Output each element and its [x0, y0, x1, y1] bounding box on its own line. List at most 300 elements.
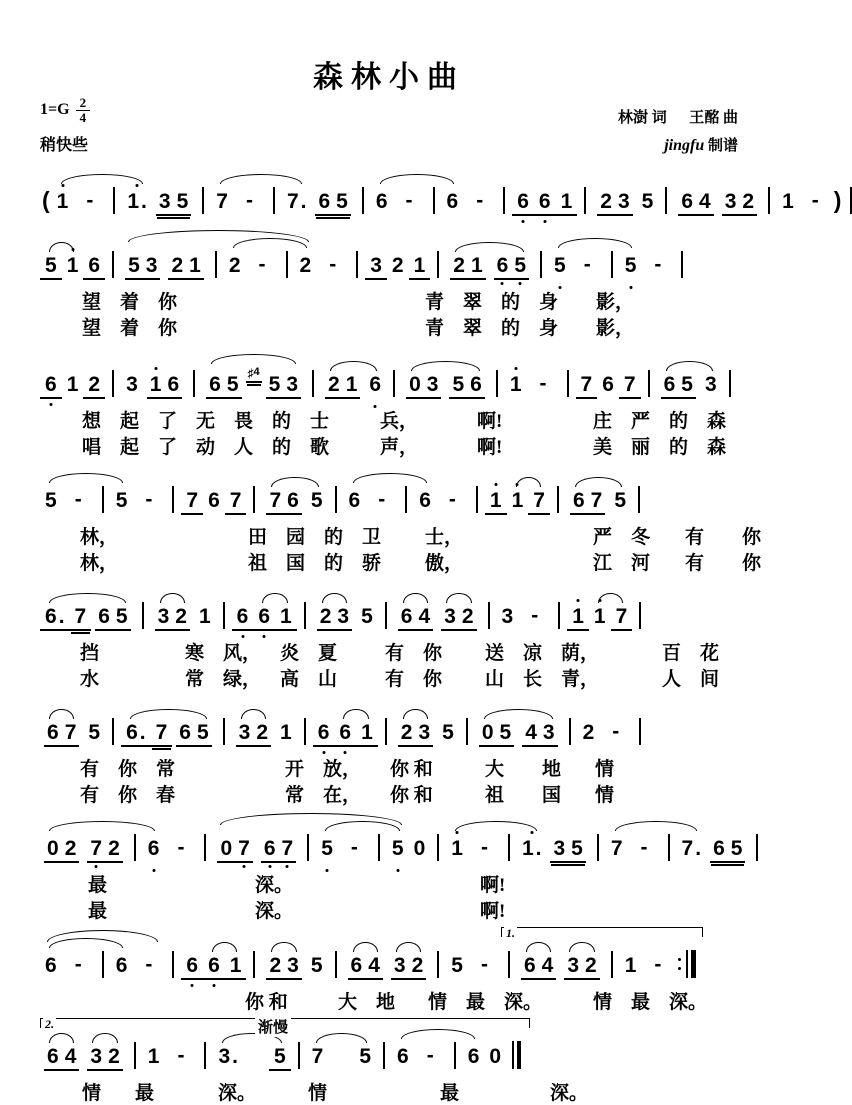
lyric-row	[40, 987, 778, 1013]
note: 7	[311, 1045, 324, 1068]
note: 6	[470, 373, 482, 396]
note: 6	[318, 190, 331, 213]
lyric-text: 啊!	[480, 901, 506, 922]
rest-note: 0	[413, 837, 426, 860]
note: 4	[368, 954, 380, 977]
note: 3	[426, 373, 439, 396]
note: 7	[225, 490, 247, 515]
barline	[665, 187, 667, 214]
note: 2	[64, 837, 77, 860]
note: 6.	[40, 606, 70, 631]
barline	[639, 718, 641, 745]
beam-group	[449, 374, 484, 399]
beam-group	[266, 490, 301, 515]
slur-group	[606, 834, 706, 863]
note: 6	[375, 190, 388, 213]
note: 6.	[121, 722, 151, 747]
octave-dot-high	[61, 184, 64, 187]
beam-group	[550, 838, 585, 863]
beam-group	[398, 606, 433, 631]
lyricist-credit: 林澍 词	[617, 110, 667, 126]
rest-note: 0	[489, 1045, 502, 1068]
beam-group	[722, 191, 757, 216]
barline	[611, 951, 613, 978]
lyric-text: 情	[82, 1083, 102, 1104]
note: 6	[681, 190, 694, 213]
dash-note: -	[258, 253, 266, 276]
dash-note: -	[480, 836, 488, 859]
dash-note: -	[448, 488, 456, 511]
system	[0, 343, 778, 458]
note: 3	[145, 254, 158, 277]
note: 6	[602, 373, 614, 396]
beam-group	[521, 955, 556, 980]
barline	[569, 718, 571, 745]
lyric-text: 你 和	[245, 992, 288, 1013]
slur-group	[40, 486, 132, 515]
barline	[729, 370, 731, 397]
octave-dot-high	[577, 599, 580, 602]
beam-group	[266, 955, 301, 980]
note: 7	[611, 606, 633, 631]
lyric-text: 情	[595, 759, 615, 780]
system	[0, 810, 778, 922]
slur-group	[371, 187, 463, 216]
note: 2	[83, 374, 105, 399]
beam-group	[147, 374, 182, 399]
slur-group	[40, 722, 83, 747]
barline	[134, 1042, 136, 1069]
note: 5	[361, 605, 373, 628]
octave-dot-low	[286, 865, 289, 868]
note: 5	[620, 255, 642, 280]
volta-label: 1.	[505, 926, 515, 940]
dash-note: -	[177, 1044, 185, 1067]
note: 2	[171, 254, 184, 277]
octave-dot-high	[154, 367, 157, 370]
note: 5	[387, 838, 409, 863]
barline	[304, 718, 306, 745]
slur-group	[334, 722, 377, 747]
slur-group	[40, 255, 83, 280]
lyric-text: 最	[135, 1083, 155, 1104]
note: 1	[505, 374, 527, 399]
lyric-text: 青 翠 的 身	[425, 292, 559, 313]
barline	[253, 486, 255, 513]
thick-bar	[517, 1041, 521, 1069]
dash-note: -	[86, 189, 94, 212]
note: 5	[269, 1046, 291, 1071]
lyric-text: 最	[88, 875, 108, 896]
lyric-text: 水	[80, 669, 100, 690]
lyric-text: 田 园 的 卫	[248, 527, 382, 548]
barline	[584, 187, 586, 214]
augmentation-dot: .	[139, 721, 146, 744]
slur-group	[213, 834, 408, 863]
note: 4	[525, 721, 537, 744]
note: 1	[782, 190, 794, 213]
note: 3	[365, 255, 387, 280]
slur-group	[387, 955, 430, 980]
note: 6	[208, 489, 220, 512]
note: 7	[181, 490, 203, 515]
note: 6	[663, 373, 676, 396]
slur-group	[307, 1046, 376, 1071]
note: 5	[115, 605, 128, 628]
beam-group	[44, 838, 79, 863]
lyric-text: 庄 严 的 森	[593, 411, 727, 432]
note: 7.	[286, 190, 307, 213]
barline	[437, 251, 439, 278]
dash-note: -	[539, 372, 547, 395]
slur-group	[40, 951, 132, 980]
octave-dot-high	[598, 599, 601, 602]
note-line	[40, 163, 842, 223]
lyric-text: 挡	[80, 643, 100, 664]
barline	[385, 718, 387, 745]
volta-label: 2.	[45, 1017, 54, 1031]
note: 5	[176, 190, 189, 213]
barline	[454, 1042, 456, 1069]
beam-group	[176, 722, 211, 747]
note: 2	[391, 254, 404, 277]
note: 5	[226, 373, 239, 396]
dash-note: -	[654, 253, 662, 276]
barline	[335, 951, 337, 978]
augmentation-dot: .	[695, 837, 702, 860]
octave-dot-low	[501, 282, 504, 285]
barline	[639, 602, 641, 629]
dash-note: -	[74, 488, 82, 511]
lyric-text: 有 你	[685, 527, 762, 548]
lyric-text: 有 你 春	[80, 785, 176, 806]
note-line	[40, 926, 778, 987]
barline	[496, 370, 498, 397]
augmentation-dot: .	[141, 190, 147, 213]
barline	[172, 951, 174, 978]
slur-group	[52, 187, 152, 216]
lyric-row	[40, 870, 778, 896]
barline	[476, 486, 478, 513]
note: 6	[419, 489, 431, 512]
time-signature-numerator: 2	[76, 96, 91, 111]
lyric-text: 情 最 深。	[593, 992, 708, 1013]
beam-group	[710, 838, 745, 863]
barline	[768, 187, 770, 214]
note-line	[40, 462, 778, 522]
note: 5	[128, 254, 140, 277]
dash-note: -	[640, 836, 648, 859]
lyric-text: 情 最 深。	[428, 992, 543, 1013]
note: 1	[446, 838, 468, 863]
credits	[618, 106, 738, 159]
barline	[393, 370, 395, 397]
lyric-row	[40, 522, 778, 548]
note: 3	[704, 373, 717, 396]
slur-group	[313, 606, 356, 631]
note: 6	[494, 255, 512, 276]
slur-group	[40, 951, 165, 980]
lyric-text: 啊!	[480, 875, 506, 896]
note: 1	[147, 1045, 160, 1068]
beam-group	[450, 255, 485, 280]
note: 3	[444, 605, 456, 628]
note: 1	[485, 490, 507, 515]
note: 3	[617, 190, 630, 213]
parenthesis: (	[42, 187, 50, 213]
note: 3.	[218, 1045, 238, 1068]
note: 6	[253, 606, 275, 631]
slur-group	[437, 606, 480, 631]
lyric-row	[40, 548, 778, 574]
slur-group	[40, 606, 135, 631]
barline	[172, 486, 174, 513]
barline	[335, 486, 337, 513]
note: 2	[411, 954, 424, 977]
lyric-row	[40, 664, 778, 690]
beam-group	[398, 722, 433, 747]
slur-group	[344, 486, 436, 515]
barline	[557, 486, 559, 513]
lyric-text: 有 你	[385, 669, 443, 690]
lyric-row	[40, 896, 778, 922]
barline	[223, 602, 225, 629]
lyric-text: 啊!	[477, 411, 503, 432]
note: 2	[600, 190, 612, 213]
note: 5	[442, 721, 454, 744]
note: 2	[319, 605, 332, 628]
lyric-row	[40, 313, 778, 339]
barline	[437, 834, 439, 861]
note: 5	[196, 721, 209, 744]
lyric-text: 最	[440, 1083, 460, 1104]
thick-bar	[691, 950, 696, 978]
note: 4	[699, 190, 711, 213]
slur-group	[232, 722, 275, 747]
slur-group	[549, 251, 641, 280]
note: 1	[280, 721, 292, 744]
tempo-marking: 稍快些	[40, 137, 89, 155]
note: 1	[589, 606, 611, 631]
lyric-row	[40, 406, 778, 432]
grace-note: ♯4	[246, 367, 262, 383]
time-signature	[76, 96, 91, 124]
note: 3	[157, 605, 170, 628]
lyric-text: 大 地	[338, 992, 396, 1013]
composer-credit: 王酩 曲	[689, 110, 738, 126]
note: 1.	[517, 838, 547, 863]
octave-dot-high	[494, 483, 497, 486]
lyric-text: 兵，	[380, 411, 419, 432]
note: 3	[337, 605, 350, 628]
note: 1	[567, 606, 589, 631]
system	[0, 578, 778, 690]
barline	[362, 187, 364, 214]
barline	[756, 834, 758, 861]
lyric-text: 情	[308, 1083, 328, 1104]
lyric-text: 你 和	[390, 785, 433, 806]
lyric-text: 深。	[255, 875, 294, 896]
slur-group	[394, 606, 437, 631]
octave-dot-low	[522, 220, 525, 223]
dash-note: -	[531, 604, 539, 627]
note: 5	[88, 721, 101, 744]
barline	[540, 251, 542, 278]
slur-group	[446, 255, 533, 280]
note: 2	[328, 373, 340, 396]
song-title: 森林小曲	[313, 61, 465, 94]
note: 6	[534, 191, 556, 216]
beam-group	[661, 374, 696, 399]
slur-group	[446, 834, 546, 863]
barline	[648, 370, 650, 397]
lyric-text: 啊!	[477, 437, 503, 458]
octave-dot-high	[71, 248, 74, 251]
note: 5	[310, 489, 323, 512]
note: 5	[45, 489, 57, 512]
beam-group	[95, 606, 130, 631]
lyric-text: 唱 起 了 动 人 的 歌	[82, 437, 330, 458]
note: 3	[286, 373, 298, 396]
note: 7	[590, 489, 603, 512]
slur-group	[121, 251, 316, 280]
augmentation-dot: .	[535, 837, 542, 860]
note: 6	[523, 954, 536, 977]
note: 7.	[681, 837, 702, 860]
note: 6	[45, 954, 57, 977]
note: 3	[287, 954, 299, 977]
slur-group	[402, 374, 489, 399]
slur-group	[213, 1046, 290, 1071]
lyric-text: 青 翠 的 身	[425, 318, 559, 339]
barline	[638, 486, 640, 513]
slur-group	[121, 722, 216, 747]
note: 7	[279, 838, 297, 859]
rest-note: 0	[220, 837, 233, 860]
barline	[405, 486, 407, 513]
lyric-text: 深。	[255, 901, 294, 922]
slur-group	[475, 722, 562, 747]
note: 7	[216, 190, 228, 213]
note: 6	[83, 255, 105, 280]
note: 6	[40, 374, 62, 399]
beam-group	[391, 955, 426, 980]
beam-group	[217, 838, 252, 863]
note: 1	[507, 490, 529, 515]
lyric-text: 美 丽 的 森	[593, 437, 727, 458]
slur-group	[211, 187, 311, 216]
note: 2	[175, 605, 187, 628]
note: 5	[268, 373, 281, 396]
note: 5	[681, 373, 693, 396]
barline	[102, 951, 104, 978]
note: 6	[115, 954, 128, 977]
note: 6	[98, 605, 110, 628]
note: 6	[397, 1045, 409, 1068]
lyric-text: 开 放，	[285, 759, 362, 780]
slur-group	[316, 834, 408, 863]
note: 5	[359, 1045, 372, 1068]
meta-left	[40, 96, 90, 155]
dash-note: -	[405, 189, 413, 212]
barline	[204, 834, 206, 861]
barline	[437, 951, 439, 978]
slur-group	[344, 955, 387, 980]
note: 5	[336, 190, 348, 213]
note: 3	[542, 721, 555, 744]
score-body	[0, 163, 842, 1104]
beam-group	[44, 1046, 79, 1071]
note: 2	[228, 254, 241, 277]
note: 6	[47, 1045, 59, 1068]
note: 1	[275, 606, 297, 631]
octave-dot-high	[516, 483, 519, 486]
note: 2	[742, 190, 755, 213]
octave-dot-low	[519, 282, 522, 285]
barline	[312, 370, 314, 397]
note: 2	[400, 721, 413, 744]
lyric-text: 百 花	[662, 643, 720, 664]
note: 1	[624, 954, 637, 977]
system	[0, 227, 778, 339]
slur-group	[507, 490, 550, 515]
barline	[202, 187, 204, 214]
lyric-text: 有 你	[385, 643, 443, 664]
dash-note: -	[480, 953, 488, 976]
note: 1	[62, 255, 84, 280]
slur-group	[566, 490, 631, 515]
dash-note: -	[145, 488, 153, 511]
system	[0, 926, 778, 1013]
note: 5	[115, 489, 128, 512]
note-line	[40, 227, 778, 287]
dash-note: -	[612, 720, 620, 743]
note: 5	[730, 837, 743, 860]
note: 5	[451, 954, 463, 977]
note-line	[40, 1017, 778, 1078]
note: 6	[167, 373, 180, 396]
note-line	[40, 810, 778, 870]
lyric-text: 士，	[425, 527, 464, 548]
lyric-text: 深。	[218, 1083, 257, 1104]
note: 5	[511, 255, 529, 276]
note: 3	[393, 954, 406, 977]
note: 2	[256, 721, 269, 744]
lyric-text: 人 间	[662, 669, 720, 690]
note: 7	[269, 489, 282, 512]
note: 7	[70, 606, 92, 631]
barline	[193, 370, 195, 397]
note: 6	[261, 838, 279, 859]
barline	[433, 187, 435, 214]
barline	[508, 951, 510, 978]
slur-group	[203, 955, 246, 980]
beam-group	[348, 955, 383, 980]
note: 6	[287, 489, 299, 512]
beam-group	[168, 255, 203, 280]
note: 6	[209, 373, 221, 396]
octave-dot-low	[268, 865, 271, 868]
note: 6	[446, 190, 459, 213]
octave-dot-high	[456, 831, 459, 834]
time-signature-denominator: 4	[79, 109, 87, 125]
beam-group	[678, 191, 713, 216]
note-line	[40, 578, 778, 638]
note-line	[40, 343, 778, 406]
lyric-text: 望 着 你	[82, 292, 178, 313]
sharp-accidental: ♯	[247, 366, 254, 380]
note: 7	[235, 838, 253, 859]
